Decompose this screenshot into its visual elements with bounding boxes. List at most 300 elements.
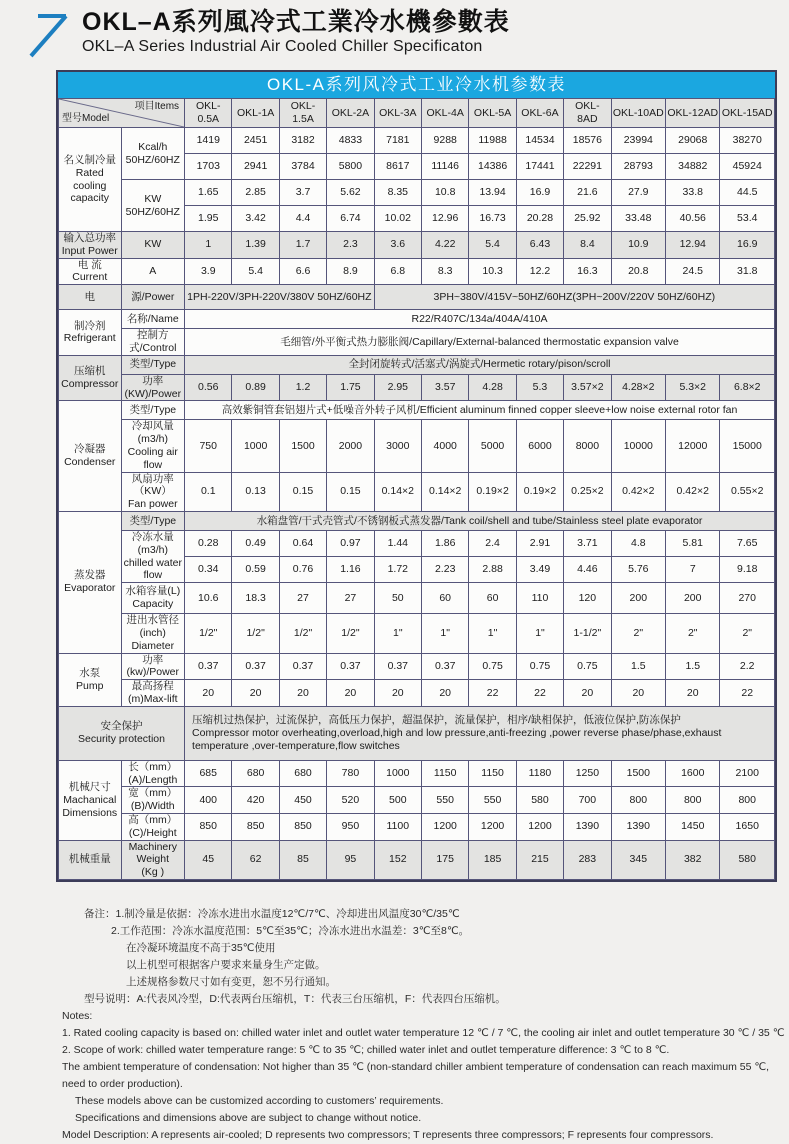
value-cell: 0.37	[374, 653, 421, 680]
label-line: Kcal/h	[138, 140, 168, 153]
value-cell: 0.13	[232, 472, 279, 511]
value-cell: 0.64	[279, 530, 326, 556]
value-cell: 680	[279, 760, 326, 787]
value-cell: 680	[232, 760, 279, 787]
spec-row	[59, 329, 775, 356]
value-cell: 500	[374, 787, 421, 814]
item-label: KW	[121, 232, 185, 259]
note-line: 以上机型可根据客户要求来量身生产定做。	[126, 958, 326, 971]
value-cell: 1000	[374, 760, 421, 787]
label-line: 水泵	[79, 666, 101, 679]
spec-row	[59, 530, 775, 556]
corner-model-label: 型号Model	[62, 112, 110, 124]
value-cell: 550	[422, 787, 469, 814]
doc-header	[0, 0, 789, 60]
value-cell: 0.75	[469, 653, 516, 680]
label-line: (Kg )	[141, 866, 165, 879]
value-cell: 0.37	[232, 653, 279, 680]
value-cell: 152	[374, 840, 421, 879]
value-cell: 1.2	[279, 374, 326, 401]
value-cell: 3784	[279, 154, 326, 180]
label-line: cooling	[73, 179, 107, 192]
section-label: 机械重量	[59, 840, 122, 879]
merged-value-cell: 水箱盘管/干式壳管式/不锈钢板式蒸发器/Tank coil/shell and tube/Stainless steel plate evaporator	[185, 511, 775, 530]
value-cell: 0.56	[185, 374, 232, 401]
value-cell: 0.15	[279, 472, 326, 511]
column-header-model: OKL-6A	[516, 99, 563, 128]
value-cell: 5800	[327, 154, 374, 180]
value-cell: 22	[469, 680, 516, 707]
spec-row	[59, 614, 775, 653]
label-line: Compressor	[61, 378, 119, 391]
label-line: Capacity	[132, 598, 174, 611]
value-cell: 1703	[185, 154, 232, 180]
value-cell: 580	[720, 840, 775, 879]
value-cell: 6.6	[279, 258, 326, 285]
spec-row	[59, 374, 775, 401]
value-cell: 8.4	[564, 232, 611, 259]
value-cell: 200	[666, 583, 720, 614]
merged-value-cell: 1PH-220V/3PH-220V/380V 50HZ/60HZ	[185, 285, 375, 310]
merged-value-cell: 3PH~380V/415V~50HZ/60HZ(3PH~200V/220V 50HZ/60HZ)	[374, 285, 774, 310]
value-cell: 4.8	[611, 530, 665, 556]
value-cell: 1600	[666, 760, 720, 787]
value-cell: 400	[185, 787, 232, 814]
value-cell: 2.2	[720, 653, 775, 680]
value-cell: 16.3	[564, 258, 611, 285]
value-cell: 9.18	[720, 557, 775, 583]
merged-value-cell: 高效紫铜管套铝翅片式+低噪音外转子风机/Efficient aluminum finned copper sleeve+low noise external rotor fan	[185, 401, 775, 420]
label-line: Condenser	[64, 456, 116, 469]
value-cell: 6.43	[516, 232, 563, 259]
value-cell: 3.71	[564, 530, 611, 556]
arrow-up-right-icon	[26, 10, 70, 60]
value-cell: 10000	[611, 420, 665, 472]
value-cell: 20	[279, 680, 326, 707]
value-cell: 0.34	[185, 557, 232, 583]
label-line: 冷凝器	[74, 443, 106, 456]
value-cell: 5.76	[611, 557, 665, 583]
value-cell: 0.14×2	[422, 472, 469, 511]
value-cell: 16.73	[469, 206, 516, 232]
value-cell: 1/2"	[279, 614, 326, 653]
value-cell: 2.95	[374, 374, 421, 401]
value-cell: 62	[232, 840, 279, 879]
value-cell: 0.25×2	[564, 472, 611, 511]
label-line: 电 流	[77, 258, 102, 271]
value-cell: 14386	[469, 154, 516, 180]
value-cell: 6.74	[327, 206, 374, 232]
value-cell: 185	[469, 840, 516, 879]
label-line: 风扇功率（KW）	[131, 472, 174, 498]
label-line: 压缩机	[74, 365, 106, 378]
label-line: 冷却风量(m3/h)	[131, 420, 174, 446]
value-cell: 1.7	[279, 232, 326, 259]
label-line: KW	[144, 192, 162, 205]
value-cell: 0.15	[327, 472, 374, 511]
note-line: 上述规格参数尺寸如有变更，恕不另行通知。	[126, 975, 336, 988]
value-cell: 850	[185, 813, 232, 840]
value-cell: 22	[720, 680, 775, 707]
column-header-model: OKL-2A	[327, 99, 374, 128]
value-cell: 31.8	[720, 258, 775, 285]
item-label: 功率(kw)/Power	[121, 653, 185, 680]
value-cell: 3.42	[232, 206, 279, 232]
value-cell: 5.4	[469, 232, 516, 259]
label-line: Current	[72, 271, 108, 284]
note-line: 1. Rated cooling capacity is based on: chilled water inlet and outlet water temperature 12 ℃ / 7 ℃, the cooling air inlet and outlet temperature 30 ℃ / 35 ℃	[62, 1026, 785, 1039]
item-label	[121, 180, 185, 232]
value-cell: 12.96	[422, 206, 469, 232]
value-cell: 27	[327, 583, 374, 614]
value-cell: 1100	[374, 813, 421, 840]
value-cell: 20	[611, 680, 665, 707]
value-cell: 420	[232, 787, 279, 814]
value-cell: 2.3	[327, 232, 374, 259]
column-header-model: OKL-4A	[422, 99, 469, 128]
value-cell: 780	[327, 760, 374, 787]
value-cell: 1150	[469, 760, 516, 787]
value-cell: 700	[564, 787, 611, 814]
value-cell: 1180	[516, 760, 563, 787]
value-cell: 8000	[564, 420, 611, 472]
value-cell: 270	[720, 583, 775, 614]
value-cell: 1.44	[374, 530, 421, 556]
value-cell: 24.5	[666, 258, 720, 285]
value-cell: 27	[279, 583, 326, 614]
security-protection-line: Compressor motor overheating,overload,high and low pressure,anti-freezing ,power reverse phase/phase,exhaust temperature ,over-temperature,flow switches	[192, 727, 722, 753]
value-cell: 3182	[279, 128, 326, 154]
item-label: 类型/Type	[121, 511, 185, 530]
label-line: 50HZ/60HZ	[125, 153, 180, 166]
section-label	[59, 511, 122, 653]
column-header-model: OKL-1.5A	[279, 99, 326, 128]
value-cell: 4.46	[564, 557, 611, 583]
value-cell: 2000	[327, 420, 374, 472]
item-label	[121, 420, 185, 472]
value-cell: 3.49	[516, 557, 563, 583]
label-line: 蒸发器	[74, 569, 106, 582]
item-label: 宽（mm）(B)/Width	[121, 787, 185, 814]
spec-row	[59, 285, 775, 310]
value-cell: 120	[564, 583, 611, 614]
column-header-model: OKL-0.5A	[185, 99, 232, 128]
value-cell: 7181	[374, 128, 421, 154]
section-label	[59, 232, 122, 259]
column-header-model: OKL-15AD	[720, 99, 775, 128]
label-line: 50HZ/60HZ	[125, 205, 180, 218]
value-cell: 0.37	[422, 653, 469, 680]
value-cell: 382	[666, 840, 720, 879]
value-cell: 1200	[516, 813, 563, 840]
value-cell: 38270	[720, 128, 775, 154]
value-cell: 18576	[564, 128, 611, 154]
value-cell: 0.28	[185, 530, 232, 556]
value-cell: 0.37	[327, 653, 374, 680]
item-label: 源/Power	[121, 285, 185, 310]
value-cell: 1390	[564, 813, 611, 840]
note-line: Notes:	[62, 1009, 93, 1022]
label-line: chilled water flow	[123, 556, 182, 582]
value-cell: 2.85	[232, 180, 279, 206]
column-header-model: OKL-1A	[232, 99, 279, 128]
label-line: 水箱容量(L)	[125, 585, 181, 598]
value-cell: 2.23	[422, 557, 469, 583]
value-cell: 25.92	[564, 206, 611, 232]
label-line: 冷冻水量(m3/h)	[131, 530, 174, 556]
value-cell: 110	[516, 583, 563, 614]
value-cell: 1"	[469, 614, 516, 653]
item-label	[121, 128, 185, 180]
item-label	[121, 583, 185, 614]
item-label: 长（mm）(A)/Length	[121, 760, 185, 787]
value-cell: 20	[666, 680, 720, 707]
value-cell: 1.5	[666, 653, 720, 680]
value-cell: 950	[327, 813, 374, 840]
note-line: Model Description: A represents air-cooled; D represents two compressors; T represents three compressors; F represents four compressors.	[62, 1128, 714, 1141]
value-cell: 8.9	[327, 258, 374, 285]
label-line: Fan power	[127, 498, 178, 511]
value-cell: 0.42×2	[666, 472, 720, 511]
page-titles	[82, 8, 510, 56]
value-cell: 0.55×2	[720, 472, 775, 511]
item-label	[121, 530, 185, 582]
value-cell: 200	[611, 583, 665, 614]
section-label	[59, 760, 122, 840]
value-cell: 520	[327, 787, 374, 814]
column-header-model: OKL-8AD	[564, 99, 611, 128]
value-cell: 1150	[422, 760, 469, 787]
value-cell: 1250	[564, 760, 611, 787]
value-cell: 20	[564, 680, 611, 707]
spec-table-head	[59, 99, 775, 128]
value-cell: 18.3	[232, 583, 279, 614]
value-cell: 4.22	[422, 232, 469, 259]
value-cell: 1000	[232, 420, 279, 472]
item-label: 类型/Type	[121, 401, 185, 420]
spec-row	[59, 232, 775, 259]
value-cell: 0.49	[232, 530, 279, 556]
value-cell: 1419	[185, 128, 232, 154]
value-cell: 11988	[469, 128, 516, 154]
value-cell: 800	[720, 787, 775, 814]
merged-value-cell: R22/R407C/134a/404A/410A	[185, 310, 775, 329]
value-cell: 1	[185, 232, 232, 259]
value-cell: 685	[185, 760, 232, 787]
spec-row	[59, 355, 775, 374]
value-cell: 5.81	[666, 530, 720, 556]
value-cell: 23994	[611, 128, 665, 154]
value-cell: 9288	[422, 128, 469, 154]
item-label: 控制方式/Control	[121, 329, 185, 356]
column-header-model: OKL-10AD	[611, 99, 665, 128]
label-line: Cooling air flow	[127, 445, 178, 471]
value-cell: 53.4	[720, 206, 775, 232]
value-cell: 2451	[232, 128, 279, 154]
label-line: Security protection	[78, 733, 165, 746]
value-cell: 8.35	[374, 180, 421, 206]
value-cell: 345	[611, 840, 665, 879]
value-cell: 6.8	[374, 258, 421, 285]
value-cell: 0.37	[279, 653, 326, 680]
spec-table	[58, 98, 775, 880]
value-cell: 2.91	[516, 530, 563, 556]
value-cell: 3000	[374, 420, 421, 472]
spec-row	[59, 760, 775, 787]
section-label	[59, 355, 122, 401]
value-cell: 2"	[666, 614, 720, 653]
label-line: Pump	[76, 679, 104, 692]
label-line: Evaporator	[64, 582, 116, 595]
value-cell: 3.7	[279, 180, 326, 206]
value-cell: 8617	[374, 154, 421, 180]
value-cell: 14534	[516, 128, 563, 154]
value-cell: 1/2"	[232, 614, 279, 653]
value-cell: 2.4	[469, 530, 516, 556]
value-cell: 175	[422, 840, 469, 879]
value-cell: 5.62	[327, 180, 374, 206]
spec-row	[59, 511, 775, 530]
value-cell: 0.1	[185, 472, 232, 511]
value-cell: 16.9	[516, 180, 563, 206]
value-cell: 5.4	[232, 258, 279, 285]
value-cell: 283	[564, 840, 611, 879]
label-line: 名义制冷量	[63, 153, 116, 166]
value-cell: 34882	[666, 154, 720, 180]
value-cell: 21.6	[564, 180, 611, 206]
section-label	[59, 128, 122, 232]
value-cell: 44.5	[720, 180, 775, 206]
item-label: 功率(KW)/Power	[121, 374, 185, 401]
note-line: 型号说明：A:代表风冷型，D:代表两台压缩机，T：代表三台压缩机，F：代表四台压缩机。	[84, 992, 506, 1005]
section-label	[59, 706, 185, 760]
value-cell: 85	[279, 840, 326, 879]
value-cell: 0.37	[185, 653, 232, 680]
column-header-model: OKL-3A	[374, 99, 421, 128]
value-cell: 10.8	[422, 180, 469, 206]
value-cell: 2941	[232, 154, 279, 180]
label-line: 机械尺寸	[68, 780, 111, 793]
value-cell: 850	[279, 813, 326, 840]
value-cell: 5.3×2	[666, 374, 720, 401]
note-line: 在冷凝环境温度不高于35℃使用	[126, 941, 276, 954]
spec-row	[59, 401, 775, 420]
value-cell: 16.9	[720, 232, 775, 259]
value-cell: 1.86	[422, 530, 469, 556]
label-line: Diameter	[131, 639, 175, 652]
item-label: A	[121, 258, 185, 285]
value-cell: 40.56	[666, 206, 720, 232]
spec-row	[59, 813, 775, 840]
value-cell: 13.94	[469, 180, 516, 206]
security-protection-line: 压缩机过热保护，过流保护，高低压力保护，超温保护，流量保护，相序/缺相保护，低液位保护,防冻保护	[192, 713, 681, 726]
value-cell: 2"	[611, 614, 665, 653]
value-cell: 5.3	[516, 374, 563, 401]
value-cell: 1200	[422, 813, 469, 840]
note-line: 2.工作范围：冷冻水温度范围：5℃至35℃；冷冻水进出水温差：3℃至8℃。	[111, 924, 470, 937]
value-cell: 1.65	[185, 180, 232, 206]
label-line: 安全保护	[100, 720, 143, 733]
value-cell: 1.5	[611, 653, 665, 680]
value-cell: 4.28	[469, 374, 516, 401]
value-cell: 60	[469, 583, 516, 614]
value-cell: 1.72	[374, 557, 421, 583]
spec-row	[59, 310, 775, 329]
spec-row	[59, 840, 775, 879]
value-cell: 29068	[666, 128, 720, 154]
value-cell: 7.65	[720, 530, 775, 556]
value-cell: 20.8	[611, 258, 665, 285]
value-cell: 50	[374, 583, 421, 614]
value-cell: 1500	[611, 760, 665, 787]
note-line: These models above can be customized according to customers’ requirements.	[75, 1094, 444, 1107]
value-cell: 8.3	[422, 258, 469, 285]
label-line: 制冷剂	[74, 319, 106, 332]
value-cell: 12000	[666, 420, 720, 472]
value-cell: 0.76	[279, 557, 326, 583]
value-cell: 3.57	[422, 374, 469, 401]
label-line: 输入总功率	[63, 232, 116, 244]
label-line: Refrigerant	[63, 332, 116, 345]
notes-section	[62, 906, 789, 1144]
label-line: Machinery Weight	[128, 840, 177, 866]
value-cell: 1.75	[327, 374, 374, 401]
notes-en	[62, 1008, 789, 1144]
value-cell: 2100	[720, 760, 775, 787]
value-cell: 20.28	[516, 206, 563, 232]
value-cell: 580	[516, 787, 563, 814]
column-header-model: OKL-5A	[469, 99, 516, 128]
value-cell: 3.57×2	[564, 374, 611, 401]
value-cell: 1"	[422, 614, 469, 653]
value-cell: 4000	[422, 420, 469, 472]
value-cell: 850	[232, 813, 279, 840]
table-title-bar: OKL-A系列风冷式工业冷水机参数表	[58, 72, 775, 98]
value-cell: 1.95	[185, 206, 232, 232]
item-label	[121, 472, 185, 511]
note-line: Specifications and dimensions above are subject to change without notice.	[75, 1111, 422, 1124]
value-cell: 0.14×2	[374, 472, 421, 511]
value-cell: 450	[279, 787, 326, 814]
spec-row	[59, 583, 775, 614]
value-cell: 1390	[611, 813, 665, 840]
value-cell: 22291	[564, 154, 611, 180]
value-cell: 1-1/2"	[564, 614, 611, 653]
value-cell: 1200	[469, 813, 516, 840]
item-label	[121, 840, 185, 879]
value-cell: 10.9	[611, 232, 665, 259]
value-cell: 1"	[516, 614, 563, 653]
value-cell: 0.19×2	[516, 472, 563, 511]
note-line: 备注：1.制冷量是依据：冷冻水进出水温度12℃/7℃、冷却进出风温度30℃/35℃	[84, 907, 460, 920]
spec-row	[59, 653, 775, 680]
value-cell: 4.4	[279, 206, 326, 232]
section-label	[59, 310, 122, 356]
value-cell: 33.8	[666, 180, 720, 206]
value-cell: 28793	[611, 154, 665, 180]
value-cell: 15000	[720, 420, 775, 472]
value-cell: 3.9	[185, 258, 232, 285]
item-label: 高（mm）(C)/Height	[121, 813, 185, 840]
spec-row	[59, 706, 775, 760]
value-cell: 20	[232, 680, 279, 707]
section-label: 电	[59, 285, 122, 310]
value-cell: 33.48	[611, 206, 665, 232]
value-cell: 20	[374, 680, 421, 707]
value-cell: 2"	[720, 614, 775, 653]
column-header-model: OKL-12AD	[666, 99, 720, 128]
value-cell: 95	[327, 840, 374, 879]
